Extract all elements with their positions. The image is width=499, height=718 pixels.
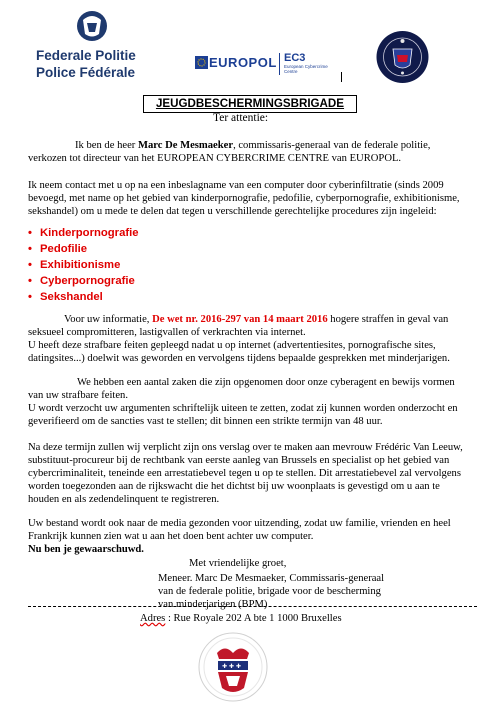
footer-divider: [28, 606, 477, 607]
contact-line-1: Ik neem contact met u op na een inbeslagname van een computer door cyberinfiltratie (sinds 2009: [28, 180, 444, 191]
deadline-line-2: substituut-procureur bij de rechtbank van eerste aanleg van Brussels en specialist op het gebied van: [28, 455, 450, 466]
evidence-line-3: U wordt verzocht uw argumenten schriftelijk uiteen te zetten, zodat zij kunnen worden onderzocht en: [28, 403, 458, 414]
law-line-3: U heeft deze strafbare feiten gepleegd nadat u op internet (advertentiesites, pornografische sites,: [28, 340, 436, 351]
bullet-icon: •: [28, 275, 32, 287]
charge-item: [28, 243, 87, 255]
text-cursor-mark: [341, 72, 342, 82]
federale-politie-logo: [28, 8, 158, 82]
charge-item: [28, 275, 135, 287]
evidence-line-1: We hebben een aantal zaken die zijn opgenomen door onze cyberagent en bewijs vormen: [77, 377, 455, 388]
brigade-emblem-icon: [198, 630, 268, 704]
contact-line-2: bevoegd, met name op het gebied van kinderpornografie, pedofilie, cyberpornografie, exhibitionisme,: [28, 193, 460, 204]
media-line-2: Frankrijk kunnen zien wat u aan het doen bent achter uw computer.: [28, 531, 314, 542]
warning-line: Nu ben je gewaarschuwd.: [28, 544, 144, 555]
charge-item: [28, 227, 139, 239]
europol-wordmark: EUROPOL: [209, 55, 277, 70]
law-line-1: [64, 313, 448, 326]
signature-line-1: Meneer. Marc De Mesmaeker, Commissaris-generaal: [158, 573, 385, 584]
deadline-line-1: Na deze termijn zullen wij verplicht zijn ons verslag over te maken aan mevrouw Frédéric Van Leeuw,: [28, 442, 463, 453]
bullet-icon: •: [28, 259, 32, 271]
bullet-icon: •: [28, 291, 32, 303]
charge-label: Kinderpornografie: [40, 227, 139, 239]
police-badge-icon: [375, 27, 430, 87]
ec3-subtitle-line2: Centre: [284, 69, 298, 74]
logo-text-french: Police Fédérale: [36, 65, 136, 80]
svg-text:✚ ✚ ✚: ✚ ✚ ✚: [222, 663, 241, 670]
logo-text-dutch: Federale Politie: [36, 48, 136, 63]
evidence-line-2: van uw strafbare feiten.: [28, 390, 129, 401]
law-reference: De wet nr. 2016-297 van 14 maart 2016: [152, 314, 328, 325]
deadline-line-4: worden toegezonden aan de rijkswacht die het dichtst bij uw woonplaats is gevestigd om u aan te: [28, 481, 440, 492]
ec3-subtitle: [284, 64, 328, 74]
address-line: [140, 613, 342, 624]
europol-ec3-logo: [195, 53, 335, 77]
charge-label: Pedofilie: [40, 243, 88, 255]
address-value: : Rue Royale 202 A bte 1 1000 Bruxelles: [165, 613, 342, 624]
document-title: JEUGDBESCHERMINGSBRIGADE: [143, 95, 357, 113]
intro-pre: Ik ben de heer: [75, 140, 138, 151]
law-line-4: datingsites...) doelwit was geworden en vervolgens tijdens bepaalde gesprekken met minderjarigen.: [28, 353, 450, 364]
address-label: Adres: [140, 613, 166, 624]
closing-line: Met vriendelijke groet,: [189, 558, 287, 569]
signature-line-3: van minderjarigen (BPM): [158, 599, 268, 610]
deadline-line-3: cybercriminaliteit, teneinde een arrestatiebevel tegen u op te stellen. Dit arrestatiebevel zal vervolgens: [28, 468, 461, 479]
bullet-icon: •: [28, 227, 32, 239]
law-post: hogere straffen in geval van: [327, 314, 449, 325]
deadline-line-5: houden en als zedendelinquent te registreren.: [28, 494, 220, 505]
intro-post: , commissaris-generaal van de federale politie,: [233, 140, 431, 151]
media-line-1: Uw bestand wordt ook naar de media gezonden voor uitzending, zodat uw familie, vrienden en heel: [28, 518, 451, 529]
charge-item: [28, 259, 120, 271]
intro-line-2: verkozen tot directeur van het EUROPEAN CYBERCRIME CENTRE van EUROPOL.: [28, 153, 402, 164]
charge-item: [28, 291, 103, 303]
sender-name: Marc De Mesmaeker: [137, 140, 234, 151]
ec3-title: EC3: [284, 52, 306, 64]
law-line-2: seksueel compromitteren, lastigvallen of verkrachten via internet.: [28, 327, 306, 338]
signature-line-2: van de federale politie, brigade voor de bescherming: [158, 586, 381, 597]
charge-label: Cyberpornografie: [40, 275, 135, 287]
ec3-mark: [279, 53, 336, 75]
law-pre: Voor uw informatie,: [64, 314, 153, 325]
charge-label: Sekshandel: [40, 291, 103, 303]
intro-line-1: [75, 139, 430, 152]
ec3-subtitle-line1: European Cybercrime: [284, 64, 328, 69]
contact-line-3: sekshandel) om u mede te delen dat tegen u verschillende gerechtelijke procedures zijn ingeleid:: [28, 206, 437, 217]
attention-line: Ter attentie:: [213, 112, 269, 124]
bullet-icon: •: [28, 243, 32, 255]
police-emblem-icon: [28, 8, 158, 48]
eu-flag-icon: [195, 56, 209, 70]
evidence-line-4: geverifieerd om de sancties vast te stellen; dit binnen een strikte termijn van 48 uur.: [28, 416, 383, 427]
charge-label: Exhibitionisme: [40, 259, 121, 271]
